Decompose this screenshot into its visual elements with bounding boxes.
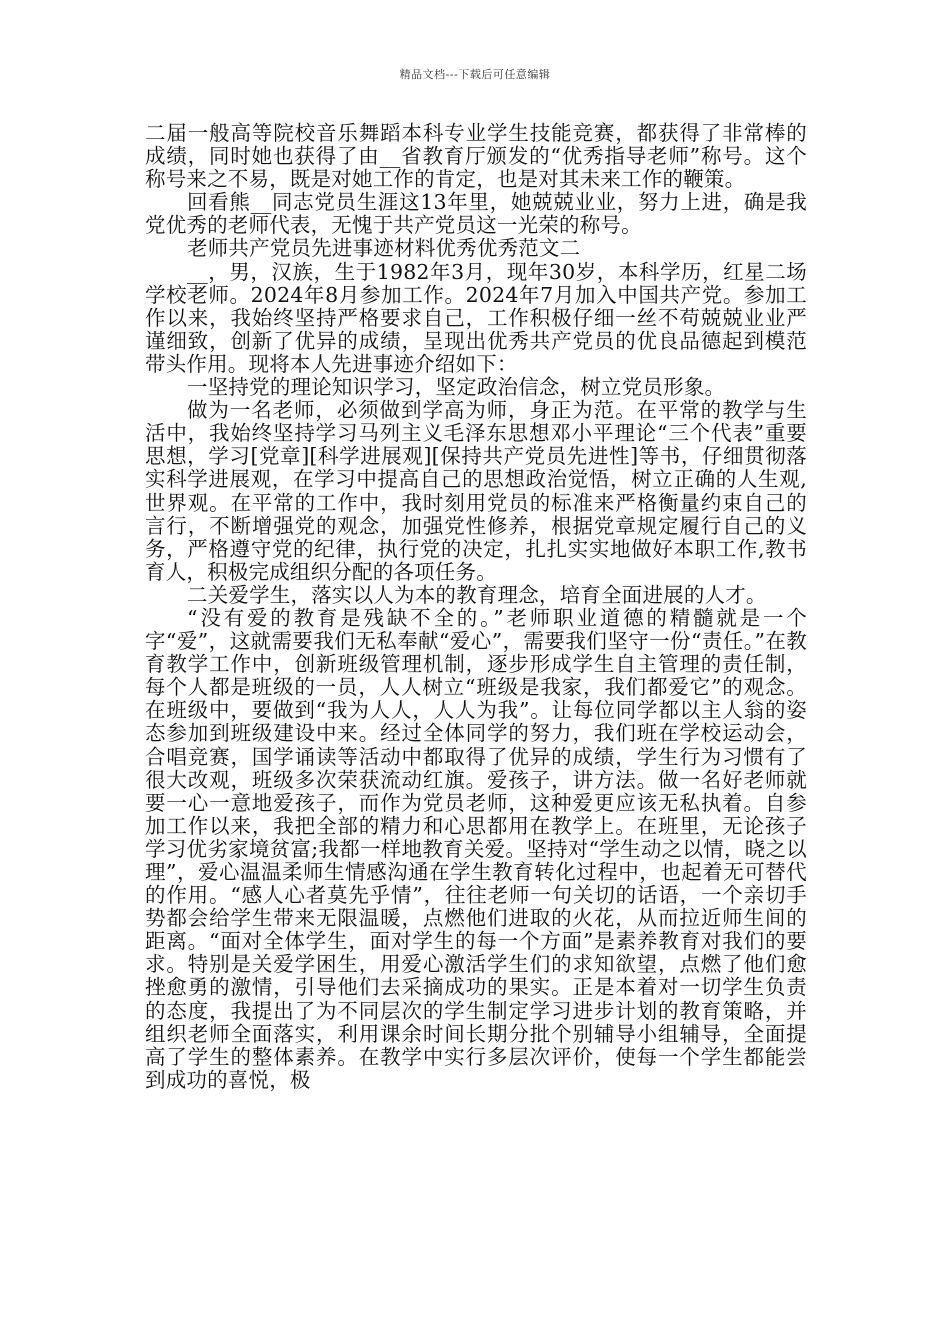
paragraph: 做为一名老师，必须做到学高为师，身正为范。在平常的教学与生活中，我始终坚持学习马列主义毛泽东思想邓小平理论“三个代表”重要思想，学习[党章][科学进展观][保持共产党员先进性]等书，仔细贯彻落实科学进展观，在学习中提高自己的思想政治觉悟，树立正确的人生观,世界观。在平常的工作中，我时刻用党员的标准来严格衡量约束自己的言行，不断增强党的观念，加强党性修养，根据党章规定履行自己的义务，严格遵守党的纪律，执行党的决定，扎扎实实地做好本职工作,教书育人，积极完成组织分配的各项任务。 [145,398,807,584]
page-header: 精品文档---下载后可任意编辑 [399,68,551,81]
paragraph: 回看熊__同志党员生涯这13年里，她兢兢业业，努力上进，确是我党优秀的老师代表，无愧于共产党员这一光荣的称号。 [145,190,807,238]
section-heading: 老师共产党员先进事迹材料优秀优秀范文二 [187,236,581,261]
section-heading: 二关爱学生，落实以人为本的教育理念，培育全面进展的人才。 [187,582,767,607]
section-heading: 一坚持党的理论知识学习，坚定政治信念，树立党员形象。 [187,375,726,400]
document-body [145,122,807,1092]
paragraph: __，男，汉族，生于1982年3月，现年30岁，本科学历，红星二场学校老师。2024年8月参加工作。2024年7月加入中国共产党。参加工作以来，我始终坚持严格要求自己，工作积极仔细一丝不苟兢兢业业严谨细致，创新了优异的成绩，呈现出优秀共产党员的优良品德起到模范带头作用。现将本人先进事迹介绍如下： [145,259,807,376]
paragraph: 二届一般高等院校音乐舞蹈本科专业学生技能竞赛，都获得了非常棒的成绩，同时她也获得了由__省教育厅颁发的“优秀指导老师”称号。这个称号来之不易，既是对她工作的肯定，也是对其未来工作的鞭策。 [145,121,807,192]
paragraph: “没有爱的教育是残缺不全的。”老师职业道德的精髓就是一个字“爱”，这就需要我们无私奉献“爱心”，需要我们坚守一份“责任。”在教育教学工作中，创新班级管理机制，逐步形成学生自主管理的责任制，每个人都是班级的一员，人人树立“班级是我家，我们都爱它”的观念。在班级中，要做到“我为人人，人人为我”。让每位同学都以主人翁的姿态参加到班级建设中来。经过全体同学的努力，我们班在学校运动会，合唱竞赛，国学诵读等活动中都取得了优异的成绩，学生行为习惯有了很大改观，班级多次荣获流动红旗。爱孩子，讲方法。做一名好老师就要一心一意地爱孩子，而作为党员老师，这种爱更应该无私执着。自参加工作以来，我把全部的精力和心思都用在教学上。在班里，无论孩子学习优劣家境贫富;我都一样地教育关爱。坚持对“学生动之以情，晓之以理”，爱心温温柔师生情感沟通在学生教育转化过程中，也起着无可替代的作用。“感人心者莫先乎情”，往往老师一句关切的话语，一个亲切手势都会给学生带来无限温暖，点燃他们进取的火花，从而拉近师生间的距离。“面对全体学生，面对学生的每一个方面”是素养教育对我们的要求。特别是关爱学困生，用爱心激活学生们的求知欲望，点燃了他们愈挫愈勇的激情，引导他们去采摘成功的果实。正是本着对一切学生负责的态度，我提出了为不同层次的学生制定学习进步计划的教育策略，并组织老师全面落实，利用课余时间长期分批个别辅导小组辅导，全面提高了学生的整体素养。在教学中实行多层次评价，使每一个学生都能尝到成功的喜悦，极 [145,605,807,1092]
